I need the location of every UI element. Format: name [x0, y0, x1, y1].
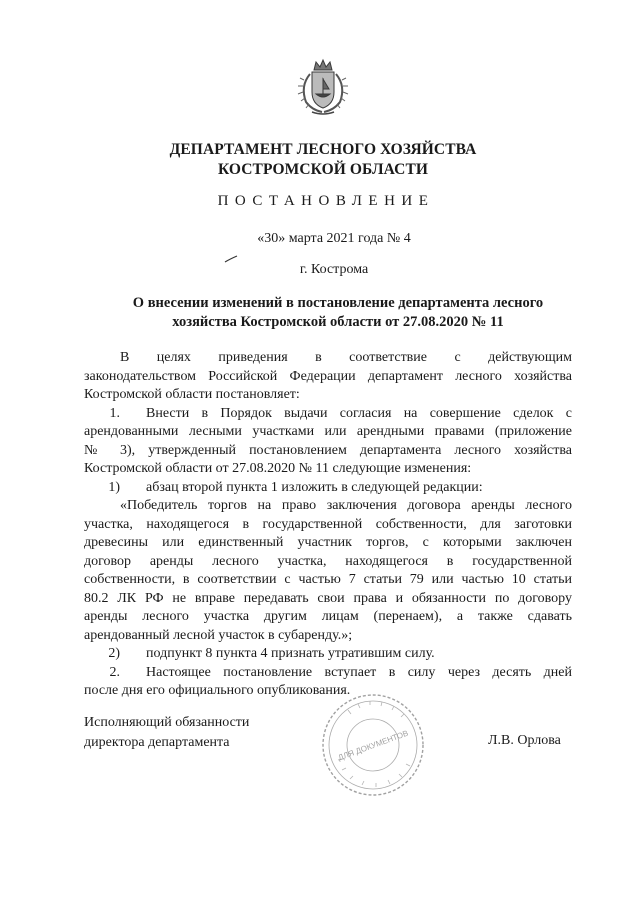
department-name-line1: ДЕПАРТАМЕНТ ЛЕСНОГО ХОЗЯЙСТВА	[169, 141, 477, 158]
subitem1-text: абзац второй пункта 1 изложить в следующей редакции:	[146, 479, 483, 495]
signatory-position-line2: директора департамента	[84, 735, 230, 750]
item1-number: 1.	[109, 405, 120, 421]
subject-line2: хозяйства Костромской области от 27.08.2020 № 11	[172, 314, 504, 330]
signatory-position	[84, 713, 249, 753]
document-date-number: «30» марта 2021 года № 4	[257, 231, 411, 246]
item1-line4: Костромской области от 27.08.2020 № 11 следующие изменения:	[84, 461, 472, 476]
subitem2-text: подпункт 8 пункта 4 признать утратившим силу.	[146, 646, 435, 661]
document-city: г. Кострома	[299, 262, 369, 277]
stamp-text: ДЛЯ ДОКУМЕНТОВ	[336, 728, 410, 763]
department-name	[0, 140, 640, 180]
item1-line3: № 3), утвержденный постановлением департамента лесного хозяйства	[84, 442, 572, 458]
preamble-line1: В целях приведения в соответствие с действующим	[120, 350, 572, 365]
coat-of-arms-emblem	[292, 56, 354, 118]
quote-line1: «Победитель торгов на право заключения договора аренды лесного	[120, 498, 572, 513]
quote-line2: участка, находящегося в государственной собственности, для заготовки	[84, 516, 572, 532]
document-type: ПОСТАНОВЛЕНИЕ	[217, 193, 435, 209]
preamble-line2: законодательством Российской Федерации департамент лесного хозяйства	[84, 368, 572, 384]
document-body	[84, 349, 572, 701]
subject-line1: О внесении изменений в постановление департамента лесного	[132, 295, 544, 311]
department-name-line2: КОСТРОМСКОЙ ОБЛАСТИ	[217, 161, 429, 178]
quote-line6: 80.2 ЛК РФ не вправе передавать свои права и обязанности по договору	[84, 590, 572, 606]
quote-line3: древесины или единственный участник торгов, с которыми заключен	[84, 535, 572, 550]
item2-line2: после дня его официального опубликования.	[84, 683, 351, 698]
signatory-name: Л.В. Орлова	[488, 733, 561, 748]
item1-line2: арендованными лесными участками или арендными правами (приложение	[84, 424, 572, 439]
item1-text: Внести в Порядок выдачи согласия на совершение сделок с	[146, 405, 572, 421]
signatory-position-line1: Исполняющий обязанности	[84, 715, 250, 730]
quote-line4: договор аренды лесного участка, находящегося в государственной	[84, 553, 572, 569]
item2-text: Настоящее постановление вступает в силу через десять дней	[146, 664, 572, 680]
subitem2-line	[84, 645, 572, 664]
item2-line1	[84, 664, 572, 683]
item1-line1	[84, 405, 572, 424]
subitem2-number: 2)	[108, 646, 120, 661]
subitem1-line	[84, 479, 572, 498]
official-stamp	[318, 690, 428, 800]
preamble-line3: Костромской области постановляет:	[84, 387, 300, 402]
subitem1-number: 1)	[108, 479, 120, 495]
item2-number: 2.	[109, 664, 120, 680]
quote-line8: арендованный лесной участок в субаренду.»;	[84, 627, 353, 643]
quote-line5: собственности, в соответствии с частью 7 статьи 79 или частью 10 статьи	[84, 572, 572, 587]
quote-line7: аренды лесного участка другим лицам (перенаем), а также сдавать	[84, 609, 572, 624]
document-subject	[118, 294, 558, 332]
